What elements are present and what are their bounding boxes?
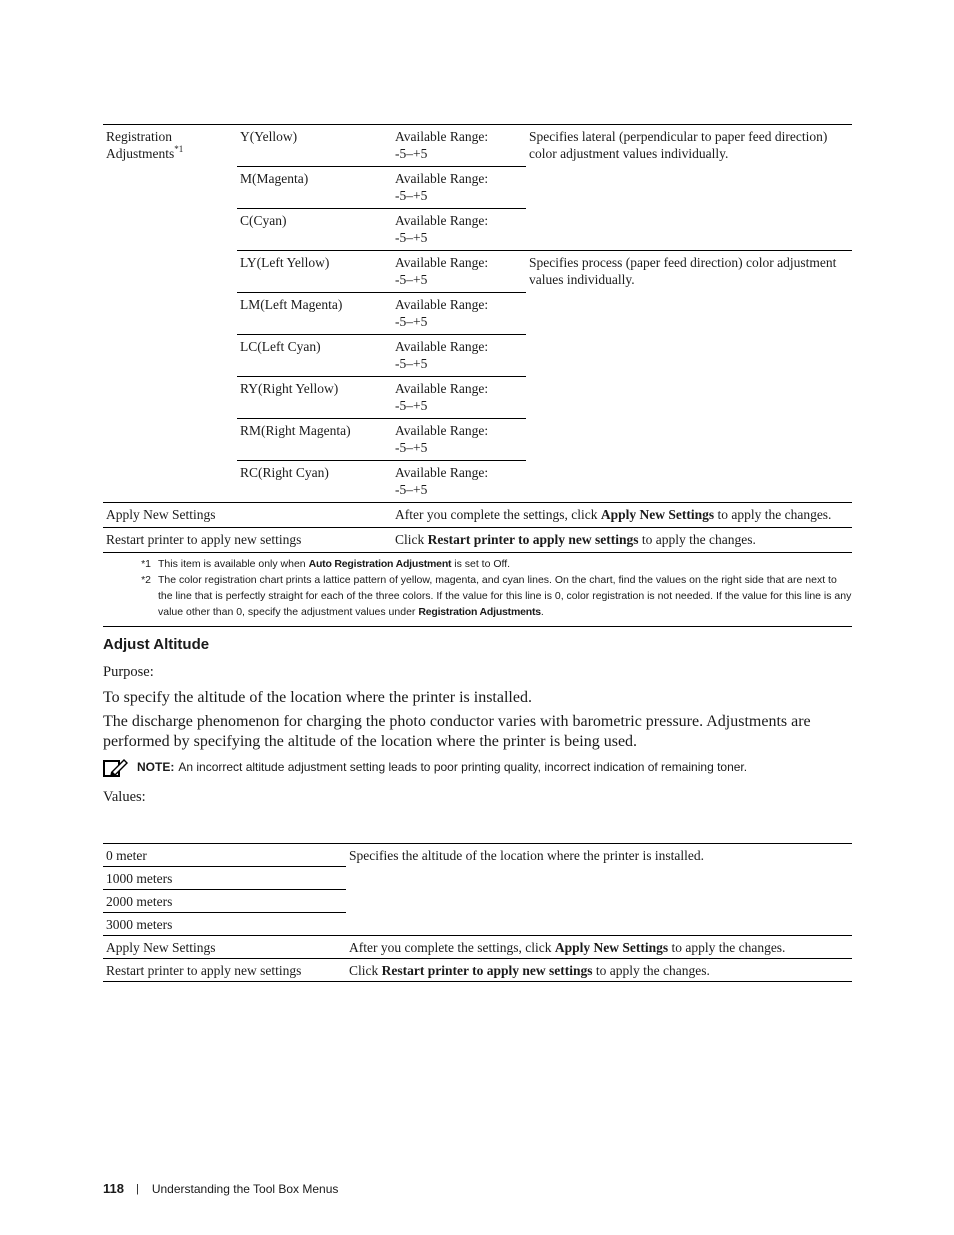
table-row <box>103 125 852 167</box>
item-range: Available Range: -5–+5 <box>392 125 526 167</box>
table-row <box>103 503 852 528</box>
table-row <box>103 959 852 982</box>
item-name: C(Cyan) <box>240 213 287 228</box>
item-name: LC(Left Cyan) <box>237 335 392 377</box>
item-name: RC(Right Cyan) <box>240 465 329 480</box>
registration-label-line2: Adjustments <box>106 146 175 161</box>
restart-printer-desc: Click Restart printer to apply new settings to apply the changes. <box>346 959 852 982</box>
page-footer <box>103 1181 338 1196</box>
item-range: Available Range: -5–+5 <box>395 213 489 245</box>
item-range: Available Range: -5–+5 <box>392 377 526 419</box>
item-range: Available Range: -5–+5 <box>392 293 526 335</box>
lateral-description: Specifies lateral (perpendicular to paper feed direction) color adjustment values individually. <box>526 125 852 251</box>
registration-table <box>103 124 852 553</box>
table-row <box>103 844 852 867</box>
section-heading: Adjust Altitude <box>103 636 210 653</box>
restart-printer-label: Restart printer to apply new settings <box>103 528 392 553</box>
footnote-text: This item is available only when Auto Registration Adjustment is set to Off. <box>158 558 511 570</box>
item-range: Available Range: -5–+5 <box>392 167 526 209</box>
footnote-mark: *1 <box>141 558 151 570</box>
item-range: Available Range: -5–+5 <box>392 335 526 377</box>
process-description: Specifies process (paper feed direction) color adjustment values individually. <box>526 251 852 503</box>
altitude-value: 2000 meters <box>103 890 346 913</box>
footnote <box>103 556 852 572</box>
footnote-mark: *2 <box>141 574 151 586</box>
altitude-value: 0 meter <box>103 844 346 867</box>
apply-settings-label: Apply New Settings <box>103 936 346 959</box>
altitude-value: 1000 meters <box>103 867 346 890</box>
altitude-description: Specifies the altitude of the location where the printer is installed. <box>346 844 852 936</box>
altitude-table <box>103 843 852 982</box>
page-number: 118 <box>103 1181 124 1196</box>
note-text: An incorrect altitude adjustment setting leads to poor printing quality, incorrect indication of remaining toner. <box>178 760 748 774</box>
footnote <box>103 572 852 620</box>
footer-separator: | <box>135 1182 139 1195</box>
item-name: RY(Right Yellow) <box>237 377 392 419</box>
footnote-text: The color registration chart prints a lattice pattern of yellow, magenta, and cyan lines. On the chart, find the values on the right side that are next to the line that is perfectly straight for each of the three colors. If the value for this line is 0, color registration is not needed. If the value for this line is any value other than 0, specify the adjustment values under Registration Adjustments. <box>158 574 852 618</box>
purpose-paragraph: To specify the altitude of the location where the printer is installed. <box>103 689 532 706</box>
registration-label-cell <box>103 125 237 503</box>
values-label: Values: <box>103 789 146 805</box>
item-name: LM(Left Magenta) <box>237 293 392 335</box>
note-pencil-icon <box>103 758 129 778</box>
apply-settings-desc: After you complete the settings, click Apply New Settings to apply the changes. <box>346 936 852 959</box>
table-row <box>103 528 852 553</box>
note-box <box>103 758 852 778</box>
purpose-label: Purpose: <box>103 664 154 680</box>
apply-settings-label: Apply New Settings <box>103 503 392 528</box>
item-range: Available Range: -5–+5 <box>392 251 526 293</box>
description-paragraph: The discharge phenomenon for charging the photo conductor varies with barometric pressure. Adjustments are performed by specifying the altitude of the location where the printer is being used. <box>103 713 811 750</box>
restart-printer-desc: Click Restart printer to apply new settings to apply the changes. <box>392 528 852 553</box>
footnote-ref: *1 <box>174 144 184 154</box>
item-range: Available Range: -5–+5 <box>392 419 526 461</box>
footnotes <box>103 554 852 627</box>
registration-label-line1: Registration <box>106 129 172 144</box>
item-range: Available Range: -5–+5 <box>395 465 489 497</box>
apply-settings-desc: After you complete the settings, click Apply New Settings to apply the changes. <box>392 503 852 528</box>
note-label: NOTE: <box>137 760 175 774</box>
item-name: Y(Yellow) <box>237 125 392 167</box>
footer-title: Understanding the Tool Box Menus <box>151 1181 339 1196</box>
item-name: LY(Left Yellow) <box>237 251 392 293</box>
restart-printer-label: Restart printer to apply new settings <box>103 959 346 982</box>
altitude-value: 3000 meters <box>106 917 173 932</box>
table-row <box>103 936 852 959</box>
item-name: RM(Right Magenta) <box>237 419 392 461</box>
item-name: M(Magenta) <box>237 167 392 209</box>
